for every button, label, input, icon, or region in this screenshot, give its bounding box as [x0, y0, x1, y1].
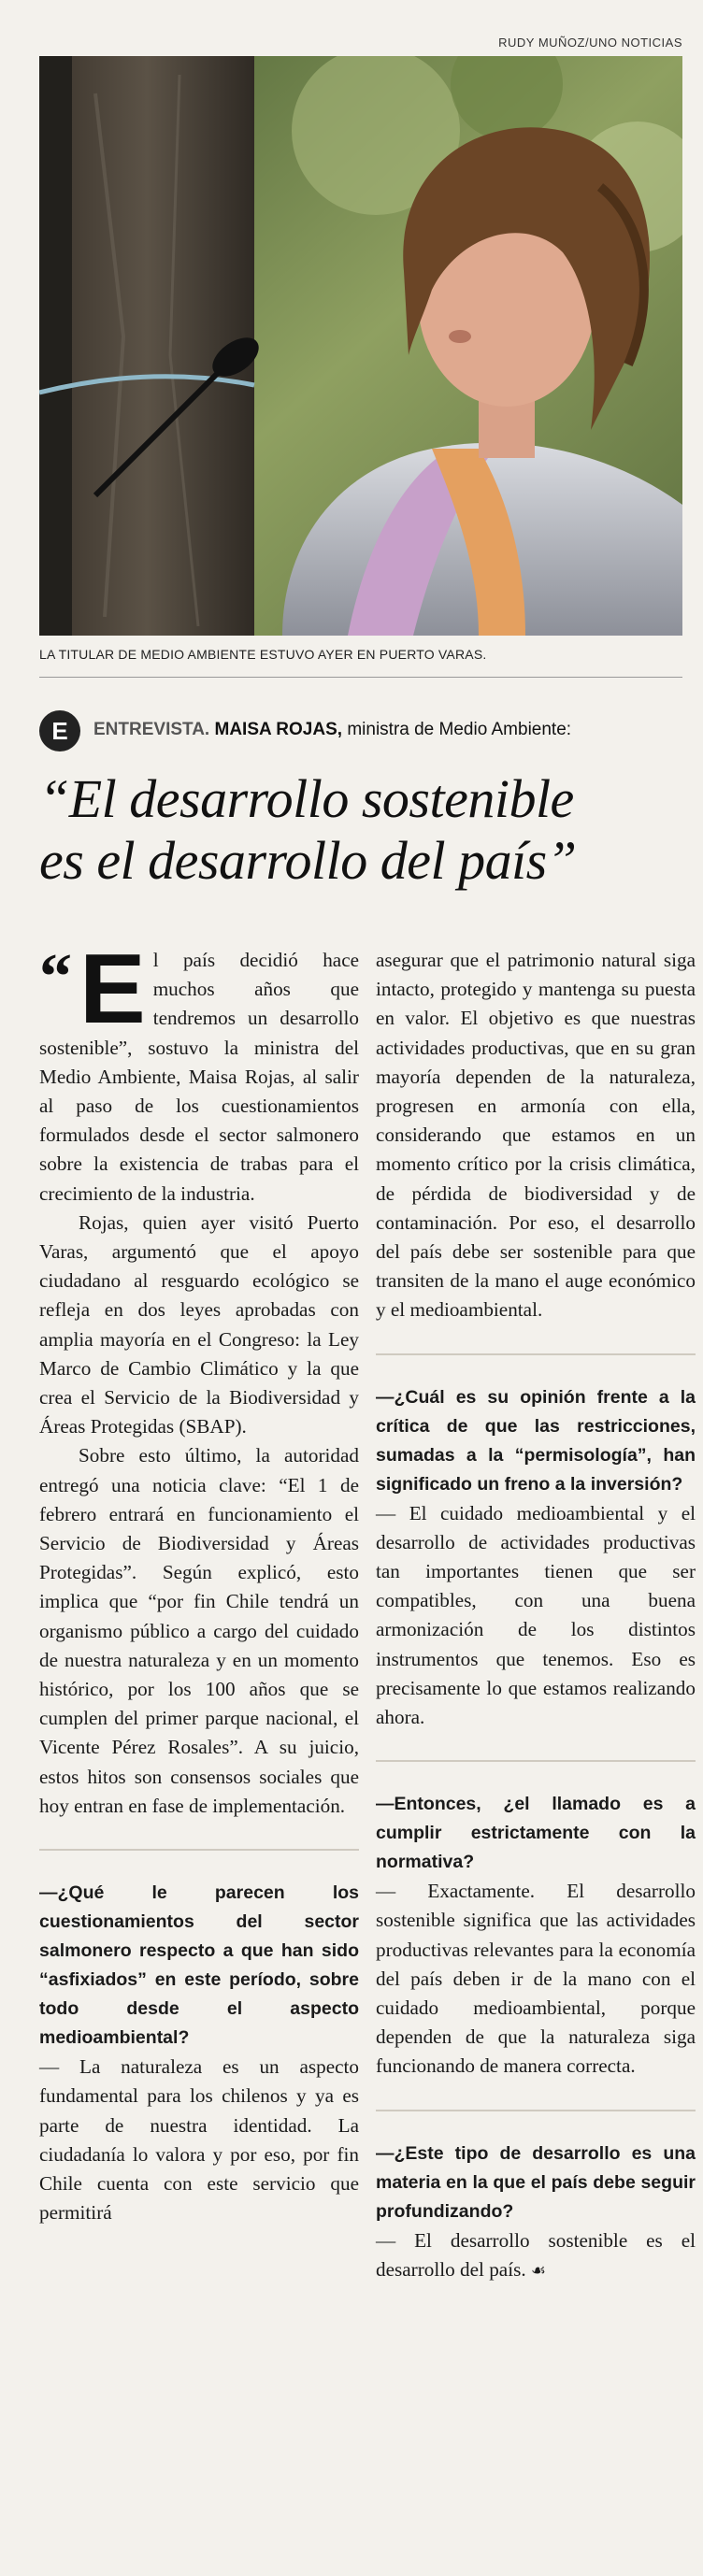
caption-divider [39, 677, 682, 678]
kicker-section: ENTREVISTA. [93, 720, 210, 739]
headline-line-2: es el desarrollo del país” [39, 830, 577, 891]
interview-question: —Entonces, ¿el llamado es a cumplir estrictamente con la normativa? [376, 1794, 696, 1873]
interview-answer: — Exactamente. El desarrollo sostenible significa que las actividades productivas relevantes para la economía del país deben ir de la mano con el cuidado medioambiental, porque dependen de que la naturaleza siga funcionando de manera correcta. [376, 1880, 696, 2078]
body-paragraph: asegurar que el patrimonio natural siga intacto, protegido y mantenga su puesta en valor. El objetivo es que nuestras actividades productivas, que en su gran mayoría dependen de la naturaleza, progresen en armonía con ella, considerando que estamos en un momento crítico por la crisis climática, de pérdida de biodiversidad y de contaminación. Por eso, el desarrollo del país debe ser sostenible para que transiten de la mano el auge económico y el medioambiental. [376, 949, 696, 1322]
interview-answer: — El cuidado medioambiental y el desarrollo de actividades productivas tan importantes tienen que ser compatibles, con una buena armonización de los distintos instrumentos que tenemos. Eso es precisamente lo que estamos realizando ahora. [376, 1501, 696, 1729]
dropcap-letter: E [79, 934, 146, 1044]
end-of-article-icon: ☙ [530, 2260, 547, 2281]
section-divider [39, 1849, 359, 1851]
section-divider [376, 1760, 696, 1762]
section-divider [376, 1353, 696, 1355]
kicker-name: MAISA ROJAS, [214, 720, 343, 739]
lead-paragraph-text: l país decidió hace muchos años que tendremos un desarrollo sostenible”, sostuvo la ministra del Medio Ambiente, Maisa Rojas, al salir al paso de los cuestionamientos formulados desde el sector salmonero sobre la existencia de trabas para el crecimiento de la industria. [39, 949, 359, 1205]
section-divider [376, 2110, 696, 2111]
kicker-role: ministra de Medio Ambiente: [342, 720, 572, 739]
body-paragraph: Rojas, quien ayer visitó Puerto Varas, argumentó que el apoyo ciudadano al resguardo ecológico se refleja en dos leyes aprobadas con amplia mayoría en el Congreso: la Ley Marco de Cambio Climático y la que crea el Servicio de la Biodiversidad y Áreas Protegidas (SBAP). [39, 1210, 359, 1438]
kicker-line [93, 720, 571, 740]
left-column [39, 934, 359, 2227]
lead-paragraph [39, 934, 359, 1209]
section-badge: E [39, 710, 80, 751]
photo-illustration [39, 56, 682, 636]
final-answer-text: — El desarrollo sostenible es el desarrollo del país. [376, 2228, 696, 2281]
interview-question: —¿Cuál es su opinión frente a la crítica de que las restricciones, sumadas a la “permisología”, han significado un freno a la inversión? [376, 1386, 696, 1495]
opening-quote-mark: “ [39, 941, 72, 1013]
interview-question: —¿Este tipo de desarrollo es una materia en la que el país debe seguir profundizando? [376, 2142, 696, 2222]
body-paragraph: Sobre esto último, la autoridad entregó una noticia clave: “El 1 de febrero entrará en funcionamiento el Servicio de Biodiversidad y Áreas Protegidas”. Según explicó, esto implica que “por fin Chile tendrá un organismo público a cargo del cuidado de nuestra naturaleza y en un momento histórico, por los 100 años que se cumplen del primer parque nacional, el Vicente Pérez Rosales”. A su juicio, estos hitos son consensos sociales que hoy entran en fase de implementación. [39, 1444, 359, 1817]
interview-question: —¿Qué le parecen los cuestionamientos del sector salmonero respecto a que han sido “asfixiados” en este período, sobre todo desde el aspecto medioambiental? [39, 1882, 359, 2049]
headline-line-1: “El desarrollo sostenible [39, 768, 574, 829]
article-photo [39, 56, 682, 636]
photo-caption: LA TITULAR DE MEDIO AMBIENTE ESTUVO AYER EN PUERTO VARAS. [39, 647, 487, 662]
interview-answer: — La naturaleza es un aspecto fundamental para los chilenos y ya es parte de nuestra identidad. La ciudadanía lo valora y por eso, por fin Chile cuenta con este servicio que permitirá [39, 2055, 359, 2225]
right-column [376, 946, 696, 2285]
photo-credit: RUDY MUÑOZ/UNO NOTICIAS [498, 36, 682, 50]
interview-answer [376, 2226, 696, 2285]
headline [39, 768, 684, 892]
kicker [39, 710, 694, 751]
